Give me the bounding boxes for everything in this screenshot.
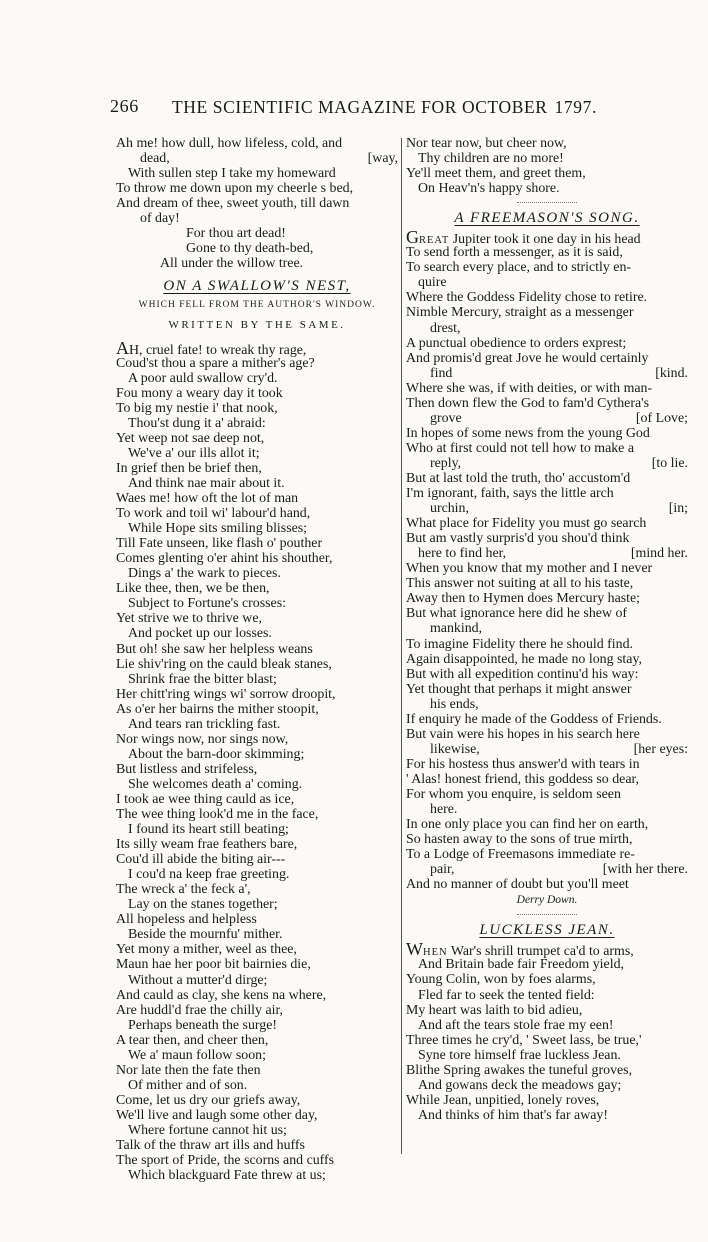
poem-line (116, 596, 398, 611)
poem-line (116, 957, 398, 972)
line-text: Where she was, if with deities, or with man- (406, 380, 653, 396)
poem-line (406, 166, 688, 181)
luckless-jean-body (406, 957, 688, 1123)
turnover-text: [to lie. (651, 455, 688, 471)
poem-line (406, 396, 688, 411)
line-text: Then down flew the God to fam'd Cythera's (406, 395, 650, 411)
line-text: And dream of thee, sweet youth, till dawn (116, 196, 350, 212)
jean-first-line: WHEN War's shrill trumpet ca'd to arms, (406, 939, 634, 960)
poem-line (116, 506, 398, 521)
line-text: Nor wings now, nor sings now, (116, 731, 289, 747)
line-text: Syne tore himself frae luckless Jean. (418, 1047, 621, 1063)
poem-line (116, 1063, 398, 1078)
line-text: My heart was laith to bid adieu, (406, 1002, 583, 1018)
line-text: What place for Fidelity you must go search (406, 516, 647, 532)
page-header (110, 96, 630, 126)
poem-line (116, 657, 398, 672)
line-text: Beside the mournfu' mither. (128, 927, 283, 943)
line-text: reply, (430, 455, 462, 471)
poem-line (406, 802, 688, 817)
column-divider (401, 138, 402, 1154)
poem-line (116, 912, 398, 927)
poem-line (116, 256, 398, 271)
poem-line (406, 245, 688, 260)
line-text: To imagine Fidelity there he should find. (406, 636, 634, 652)
freemason-song-body (406, 245, 688, 892)
line-text: Again disappointed, he made no long stay, (406, 651, 642, 667)
drop-initial: G (406, 227, 419, 248)
line-text: Coud'st thou a spare a mither's age? (116, 355, 315, 371)
line-text: On Heav'n's happy shore. (418, 181, 560, 197)
line-text: But what ignorance here did he shew of (406, 606, 628, 622)
line-text: dead, (140, 151, 170, 167)
poem-line (406, 1063, 688, 1078)
line-text: But with all expedition continu'd his way: (406, 666, 639, 682)
poem-line (406, 561, 688, 576)
poem-line (406, 772, 688, 787)
line-text: Till Fate unseen, like flash o' pouther (116, 536, 323, 552)
poem-subtitle: WHICH FELL FROM THE AUTHOR'S WINDOW. (138, 300, 376, 311)
song-title: A FREEMASON'S SONG. (454, 210, 640, 227)
poem-line (406, 260, 688, 275)
line-text: In grief then be brief then, (116, 460, 262, 476)
line-text: Yet thought that perhaps it might answer (406, 681, 632, 697)
poem-line (406, 682, 688, 697)
poem-line (406, 336, 688, 351)
poem-line (116, 211, 398, 226)
poem-line (116, 1168, 398, 1183)
line-text: But listless and strifeless, (116, 761, 258, 777)
line-text: Thou'st dung it a' abraid: (128, 415, 266, 431)
line-text: But at last told the truth, tho' accustom'd (406, 470, 631, 486)
line-text: The wreck a' the feck a', (116, 882, 251, 898)
poem-line (116, 1003, 398, 1018)
poem-line (406, 1003, 688, 1018)
line-text: To throw me down upon my cheerle s bed, (116, 181, 354, 197)
line-text: This answer not suiting at all to his taste, (406, 576, 634, 592)
poem-line (116, 356, 398, 371)
poem-line (406, 621, 688, 636)
line-text: Like thee, then, we be then, (116, 581, 270, 597)
poem-line (116, 1123, 398, 1138)
line-text: Lay on the stanes together; (128, 897, 278, 913)
line-text: Subject to Fortune's crosses: (128, 596, 286, 612)
swallow-poem-ending (406, 136, 688, 196)
poem-line (116, 431, 398, 446)
line-text: ' Alas! honest friend, this goddess so dear, (406, 771, 640, 787)
poem-line (116, 1033, 398, 1048)
line-text: Fou mony a weary day it took (116, 385, 283, 401)
line-text: urchin, (430, 501, 469, 517)
poem-line (116, 837, 398, 852)
line-text: While Jean, unpitied, lonely roves, (406, 1092, 600, 1108)
poem-line (116, 852, 398, 867)
poem-line (116, 988, 398, 1003)
line-text: And Britain bade fair Freedom yield, (418, 957, 624, 973)
line-text: For thou art dead! (186, 226, 286, 242)
line-text: Maun hae her poor bit bairnies die, (116, 957, 311, 973)
poem-line (406, 1033, 688, 1048)
line-text: Comes glenting o'er ahint his shouther, (116, 551, 333, 567)
poem-line (116, 897, 398, 912)
line-text: But am vastly surpris'd you shou'd think (406, 531, 630, 547)
poem-line (116, 386, 398, 401)
line-text: A poor auld swallow cry'd. (128, 370, 278, 386)
line-text: Yet mony a mither, weel as thee, (116, 942, 297, 958)
line-text: Thy children are no more! (418, 151, 564, 167)
line-text: To a Lodge of Freemasons immediate re- (406, 847, 635, 863)
line-text: Who at first could not tell how to make a (406, 440, 634, 456)
line-text: And thinks of him that's far away! (418, 1107, 608, 1123)
line-text: In hopes of some news from the young God (406, 425, 650, 441)
line-text: find (430, 365, 453, 381)
line-text: his ends, (430, 696, 479, 712)
line-text: And gowans deck the meadows gay; (418, 1077, 622, 1093)
poem-line (116, 371, 398, 386)
poem-line (406, 787, 688, 802)
drop-initial: A (116, 337, 129, 358)
poem-line (406, 531, 688, 546)
line-text: Where fortune cannot hit us; (128, 1123, 287, 1138)
poem-line (116, 476, 398, 491)
line-text: And think nae mair about it. (128, 475, 285, 491)
line-text: All hopeless and helpless (116, 912, 257, 928)
poem-line (116, 181, 398, 196)
line-text: In one only place you can find her on earth, (406, 817, 649, 833)
poem-line (406, 817, 688, 832)
poem-line (116, 1048, 398, 1063)
poem-line (116, 702, 398, 717)
poem-line (406, 486, 688, 501)
line-text: Perhaps beneath the surge! (128, 1017, 278, 1033)
poem-line (116, 136, 398, 151)
poem-line (406, 591, 688, 606)
poem-line (406, 441, 688, 456)
line-text: Ye'll meet them, and greet them, (406, 166, 586, 182)
line-text: About the barn-door skimming; (128, 746, 305, 762)
poem-line (116, 792, 398, 807)
line-text: We've a' our ills allot it; (128, 445, 260, 461)
poem-line (406, 366, 688, 381)
poem-line (406, 1078, 688, 1093)
line-text: Come, let us dry our griefs away, (116, 1092, 301, 1108)
poem-line (406, 957, 688, 972)
line-text: Young Colin, won by foes alarms, (406, 972, 596, 988)
line-text: With sullen step I take my homeward (128, 166, 336, 182)
poem-line (406, 877, 688, 892)
line-text: pair, (430, 862, 455, 878)
line-text: Nimble Mercury, straight as a messenger (406, 305, 634, 321)
line-text: We'll live and laugh some other day, (116, 1107, 318, 1123)
poem-line (116, 1018, 398, 1033)
magazine-title: THE SCIENTIFIC MAGAZINE FOR OCTOBER (172, 97, 548, 117)
poem-line (116, 1093, 398, 1108)
poem-line (116, 882, 398, 897)
poem-line (406, 305, 688, 320)
drop-initial: W (406, 939, 423, 960)
poem-line (406, 988, 688, 1003)
right-column (406, 136, 688, 1123)
poem-line (406, 742, 688, 757)
turnover-text: [in; (668, 501, 688, 517)
poem-first-line: AH, cruel fate! to wreak thy rage, (116, 337, 307, 358)
line-text: And no manner of doubt but you'll meet (406, 877, 629, 893)
poem-line (116, 611, 398, 626)
poem-line (116, 536, 398, 551)
poem-line (406, 652, 688, 667)
line-text: If enquiry he made of the Goddess of Friends. (406, 711, 662, 727)
line-text: I'm ignorant, faith, says the little arch (406, 486, 614, 502)
song-first-line: GREAT Jupiter took it one day in his head (406, 227, 641, 248)
poem-line (406, 456, 688, 471)
poem-line (406, 546, 688, 561)
line-text: The wee thing look'd me in the face, (116, 807, 319, 823)
poem-title: ON A SWALLOW'S NEST, (163, 278, 351, 295)
poem-line (116, 807, 398, 822)
line-text: Waes me! how oft the lot of man (116, 491, 299, 507)
poem-line (116, 196, 398, 211)
line-text: Dings a' the wark to pieces. (128, 566, 281, 582)
poem-line (406, 181, 688, 196)
line-text: For whom you enquire, is seldom seen (406, 786, 621, 802)
poem-line (116, 1138, 398, 1153)
line-text: Gone to thy death-bed, (186, 241, 314, 257)
poem-line (406, 1018, 688, 1033)
poem-line (116, 717, 398, 732)
line-text: All under the willow tree. (160, 256, 304, 272)
poem-line (406, 727, 688, 742)
poem-line (116, 461, 398, 476)
poem-line (406, 667, 688, 682)
line-text: But vain were his hopes in his search here (406, 726, 640, 742)
poem-line (116, 1108, 398, 1123)
line-text: And aft the tears stole frae my een! (418, 1017, 614, 1033)
poem-line (116, 521, 398, 536)
line-text: We a' maun follow soon; (128, 1047, 266, 1063)
poem-line (406, 426, 688, 441)
poem-line (406, 151, 688, 166)
poem-line (116, 822, 398, 837)
line-text: I cou'd na keep frae greeting. (128, 867, 290, 883)
poem-byline: WRITTEN BY THE SAME. (168, 318, 346, 331)
poem-line (406, 606, 688, 621)
turnover-text: [mind her. (630, 546, 688, 562)
poem-line (406, 136, 688, 151)
line-text: For his hostess thus answer'd with tears in (406, 756, 640, 772)
turnover-text: [of Love; (635, 410, 688, 426)
poem-line (406, 275, 688, 290)
poem-line (116, 777, 398, 792)
line-text: To work and toil wi' labour'd hand, (116, 506, 311, 522)
line-text: And promis'd great Jove he would certainly (406, 350, 649, 366)
section-ornament (517, 914, 577, 915)
poem-line (116, 942, 398, 957)
line-text: But oh! she saw her helpless weans (116, 641, 313, 657)
poem-line (406, 381, 688, 396)
running-title (172, 97, 597, 118)
line-text: likewise, (430, 741, 480, 757)
line-text: Shrink frae the bitter blast; (128, 671, 277, 687)
poem-line (116, 581, 398, 596)
poem-line (116, 226, 398, 241)
poem-line (116, 927, 398, 942)
poem-line (406, 516, 688, 531)
left-column (116, 136, 398, 1183)
line-text: When you know that my mother and I never (406, 561, 653, 577)
line-text: Where the Goddess Fidelity chose to retire. (406, 290, 648, 306)
page-number: 266 (110, 96, 139, 116)
line-text: Yet strive we to thrive we, (116, 611, 262, 627)
poem-line (116, 401, 398, 416)
poem-line (406, 411, 688, 426)
poem-line (116, 151, 398, 166)
poem-line (406, 576, 688, 591)
line-text: And pocket up our losses. (128, 626, 272, 642)
line-text: Talk of the thraw art ills and huffs (116, 1138, 305, 1154)
poem-line (116, 416, 398, 431)
poem-line (406, 321, 688, 336)
line-text: While Hope sits smiling blisses; (128, 521, 308, 537)
poem-line (406, 471, 688, 486)
line-text: quire (418, 275, 447, 291)
line-text: The sport of Pride, the scorns and cuffs (116, 1153, 335, 1169)
poem-line (406, 697, 688, 712)
poem-line (116, 491, 398, 506)
line-text: Of mither and of son. (128, 1077, 248, 1093)
elegy-ending (116, 136, 398, 271)
poem-line (116, 747, 398, 762)
turnover-text: [way, (367, 151, 398, 167)
poem-line (116, 762, 398, 777)
poem-line (116, 642, 398, 657)
line-text: here to find her, (418, 546, 507, 562)
poem-line (406, 501, 688, 516)
jean-title: LUCKLESS JEAN. (479, 922, 615, 939)
poem-line (116, 551, 398, 566)
line-text: mankind, (430, 621, 483, 637)
poem-line (406, 637, 688, 652)
turnover-text: [kind. (655, 365, 688, 381)
line-text: Nor late then the fate then (116, 1062, 261, 1078)
line-text: Three times he cry'd, ' Sweet lass, be true,' (406, 1032, 642, 1048)
line-text: I found its heart still beating; (128, 822, 289, 838)
line-text: As o'er her bairns the mither stoopit, (116, 701, 319, 717)
line-text: Which blackguard Fate threw at us; (128, 1168, 326, 1184)
line-text: Cou'd ill abide the biting air--- (116, 852, 286, 868)
poem-line (116, 626, 398, 641)
poem-line (116, 566, 398, 581)
poem-line (116, 687, 398, 702)
poem-line (406, 862, 688, 877)
line-text: Yet weep not sae deep not, (116, 430, 265, 446)
poem-line (116, 241, 398, 256)
poem-line (406, 972, 688, 987)
poem-line (406, 832, 688, 847)
poem-line (116, 867, 398, 882)
line-text: Are huddl'd frae the chilly air, (116, 1002, 284, 1018)
line-text: A tear then, and cheer then, (116, 1032, 269, 1048)
poem-line (406, 712, 688, 727)
line-text: here. (430, 802, 458, 818)
poem-line (116, 446, 398, 461)
song-signature: Derry Down. (516, 894, 578, 907)
line-text: A punctual obedience to orders exprest; (406, 335, 627, 351)
line-text: To big my nestie i' that nook, (116, 400, 278, 416)
line-text: Lie shiv'ring on the cauld bleak stanes, (116, 656, 332, 672)
line-text: Blithe Spring awakes the tuneful groves, (406, 1062, 633, 1078)
line-text: Her chitt'ring wings wi' sorrow droopit, (116, 686, 336, 702)
poem-line (406, 847, 688, 862)
line-text: To search every place, and to strictly en- (406, 260, 632, 276)
poem-line (406, 757, 688, 772)
poem-line (116, 732, 398, 747)
line-text: Fled far to seek the tented field: (418, 987, 595, 1003)
issue-year: 1797. (554, 97, 597, 117)
line-text: To send forth a messenger, as it is said, (406, 245, 623, 261)
poem-line (406, 1048, 688, 1063)
line-text: Nor tear now, but cheer now, (406, 136, 567, 151)
line-text: I took ae wee thing cauld as ice, (116, 791, 295, 807)
poem-line (406, 290, 688, 305)
line-text: And cauld as clay, she kens na where, (116, 987, 327, 1003)
poem-line (406, 351, 688, 366)
poem-line (406, 1093, 688, 1108)
line-text: of day! (140, 211, 180, 227)
poem-line (116, 166, 398, 181)
turnover-text: [with her there. (602, 862, 688, 878)
line-text: She welcomes death a' coming. (128, 776, 303, 792)
line-text: So hasten away to the sons of true mirth, (406, 832, 633, 848)
poem-line (116, 672, 398, 687)
line-text: drest, (430, 320, 461, 336)
swallow-poem-body (116, 356, 398, 1184)
line-text: Ah me! how dull, how lifeless, cold, and (116, 136, 343, 151)
section-ornament (517, 202, 577, 203)
line-text: Away then to Hymen does Mercury haste; (406, 591, 641, 607)
line-text: And tears ran trickling fast. (128, 716, 281, 732)
line-text: Without a mutter'd dirge; (128, 972, 268, 988)
poem-line (116, 973, 398, 988)
line-text: grove (430, 410, 462, 426)
poem-line (116, 1078, 398, 1093)
poem-line (406, 1108, 688, 1123)
poem-line (116, 1153, 398, 1168)
line-text: Its silly weam frae feathers bare, (116, 837, 298, 853)
turnover-text: [her eyes: (633, 741, 688, 757)
